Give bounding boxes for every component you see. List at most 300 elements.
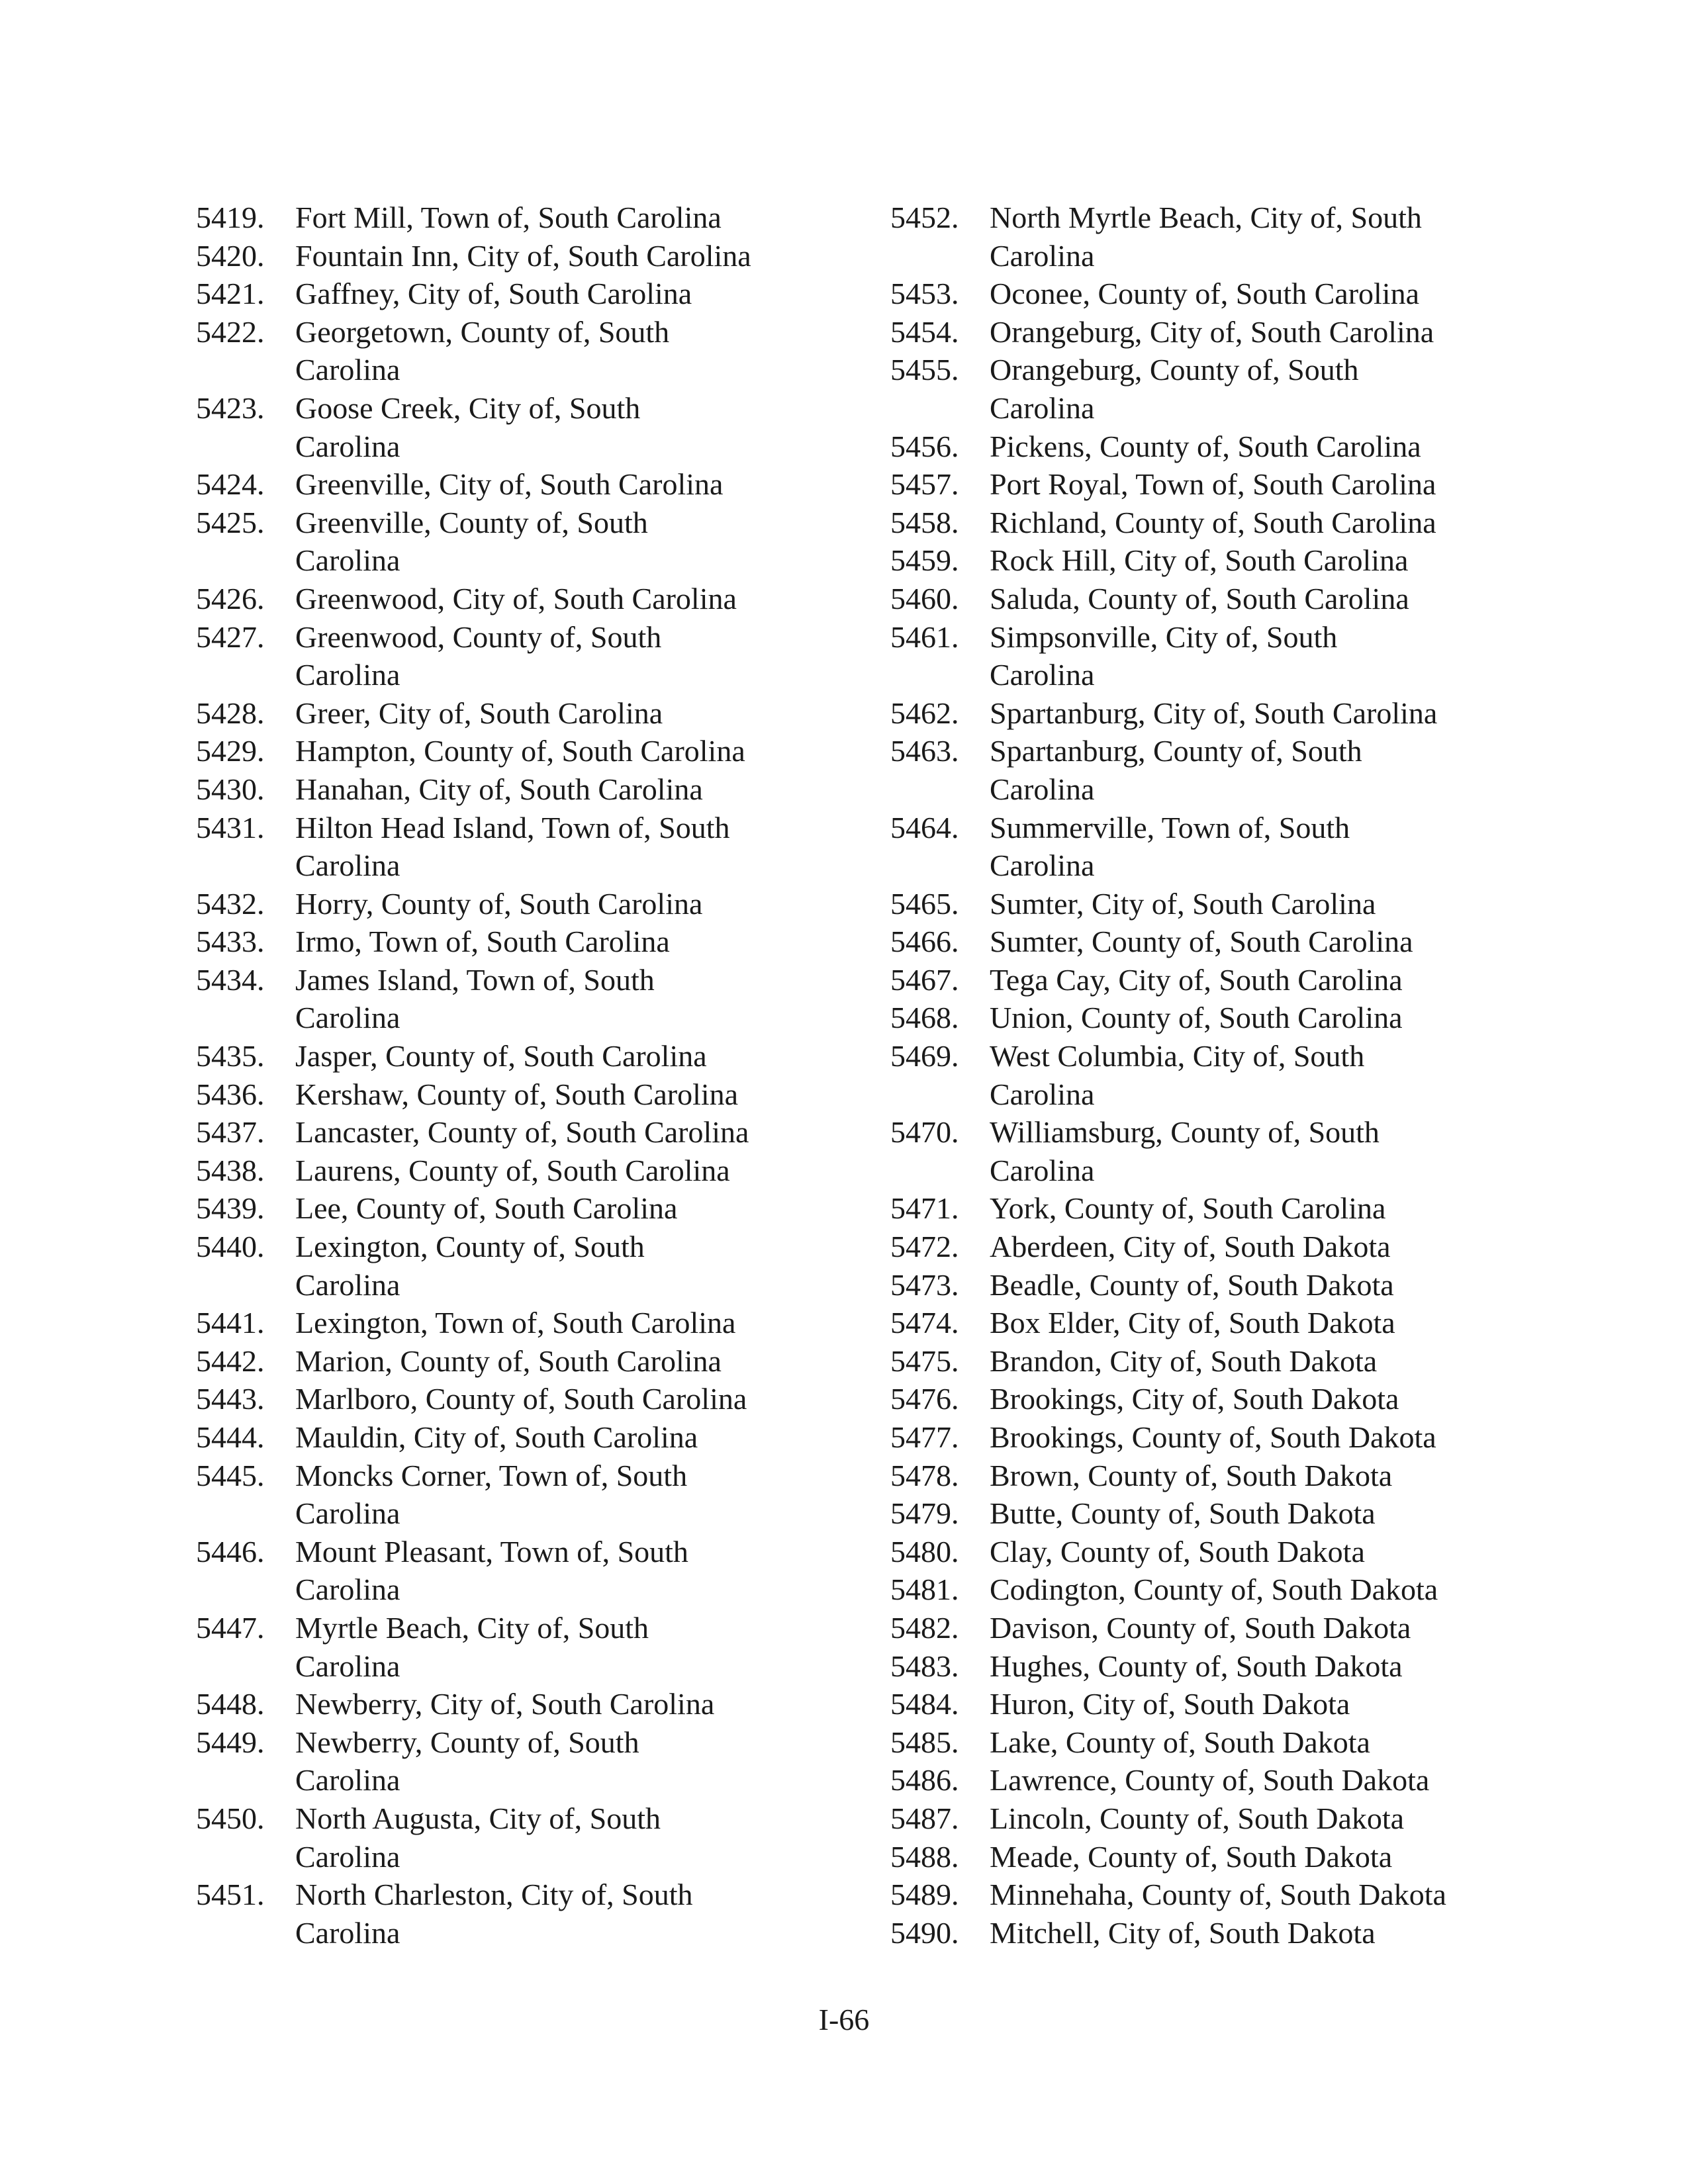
list-item — [890, 541, 1552, 580]
list-item — [890, 999, 1552, 1037]
item-name-line: Carolina — [295, 543, 400, 578]
item-number: 5438. — [196, 1153, 265, 1187]
item-name — [990, 694, 1552, 733]
item-name-line: James Island, Town of, South — [295, 962, 655, 997]
list-item — [196, 313, 858, 389]
item-name-line: Orangeburg, City of, South Carolina — [990, 314, 1434, 349]
item-name — [295, 1152, 858, 1190]
item-number: 5490. — [890, 1915, 959, 1950]
item-name — [990, 1761, 1552, 1799]
item-name-line: Irmo, Town of, South Carolina — [295, 925, 670, 959]
item-name — [990, 1799, 1552, 1838]
item-number: 5459. — [890, 543, 959, 578]
item-number: 5425. — [196, 505, 265, 539]
item-number: 5450. — [196, 1801, 265, 1835]
item-name-line: Greenville, City of, South Carolina — [295, 467, 724, 502]
item-number: 5437. — [196, 1115, 265, 1150]
item-name — [295, 1723, 858, 1799]
item-number: 5462. — [890, 696, 959, 730]
item-name — [990, 1570, 1552, 1609]
item-name — [990, 1457, 1552, 1495]
item-name-line: Beadle, County of, South Dakota — [990, 1267, 1394, 1302]
item-name — [990, 1037, 1552, 1113]
item-number: 5464. — [890, 810, 959, 844]
item-number: 5469. — [890, 1039, 959, 1073]
item-number: 5453. — [890, 277, 959, 311]
item-number: 5468. — [890, 1001, 959, 1035]
list-item — [890, 1914, 1552, 1952]
item-number: 5439. — [196, 1191, 265, 1226]
item-name — [990, 465, 1552, 504]
item-number: 5440. — [196, 1230, 265, 1264]
item-name-line: North Charleston, City of, South — [295, 1878, 693, 1912]
item-name-line: Carolina — [990, 772, 1095, 806]
item-name — [295, 1113, 858, 1152]
item-name-line: Horry, County of, South Carolina — [295, 886, 703, 921]
page-number: I-66 — [818, 2003, 870, 2036]
list-item — [196, 1418, 858, 1457]
item-name-line: Summerville, Town of, South — [990, 810, 1350, 844]
item-name-line: Hanahan, City of, South Carolina — [295, 772, 703, 806]
list-item — [890, 428, 1552, 466]
item-number: 5441. — [196, 1306, 265, 1340]
item-name-line: Orangeburg, County of, South — [990, 353, 1359, 387]
item-name-line: Goose Creek, City of, South — [295, 390, 641, 425]
item-name — [295, 389, 858, 465]
list-item — [890, 275, 1552, 313]
item-name — [990, 541, 1552, 580]
list-item — [890, 923, 1552, 961]
item-name-line: West Columbia, City of, South — [990, 1039, 1365, 1073]
item-number: 5428. — [196, 696, 265, 730]
item-number: 5430. — [196, 772, 265, 806]
list-item — [890, 885, 1552, 923]
list-item — [890, 1685, 1552, 1723]
item-name — [295, 809, 858, 885]
item-name-line: York, County of, South Carolina — [990, 1191, 1386, 1226]
item-number: 5458. — [890, 505, 959, 539]
item-number: 5429. — [196, 734, 265, 768]
item-name-line: Codington, County of, South Dakota — [990, 1572, 1438, 1607]
item-name — [990, 1266, 1552, 1304]
item-name — [990, 999, 1552, 1037]
item-name-line: Carolina — [990, 1077, 1095, 1111]
item-name — [295, 313, 858, 389]
item-name-line: Hilton Head Island, Town of, South — [295, 810, 730, 844]
item-number: 5443. — [196, 1382, 265, 1416]
list-item — [890, 1266, 1552, 1304]
list-item — [890, 1037, 1552, 1113]
list-item — [890, 351, 1552, 427]
item-number: 5424. — [196, 467, 265, 502]
item-name — [990, 1494, 1552, 1533]
list-item — [196, 275, 858, 313]
item-name-line: Newberry, City of, South Carolina — [295, 1687, 715, 1721]
list-item — [196, 1799, 858, 1876]
item-number: 5467. — [890, 962, 959, 997]
item-number: 5489. — [890, 1878, 959, 1912]
item-name — [295, 1189, 858, 1228]
list-item — [890, 809, 1552, 885]
item-name — [295, 770, 858, 809]
item-name-line: Carolina — [295, 1649, 400, 1683]
item-number: 5445. — [196, 1458, 265, 1492]
item-name-line: Carolina — [990, 390, 1095, 425]
item-number: 5442. — [196, 1343, 265, 1378]
item-name-line: Newberry, County of, South — [295, 1725, 639, 1759]
list-item — [890, 618, 1552, 694]
item-name — [990, 1647, 1552, 1686]
list-item — [196, 504, 858, 580]
item-name-line: Mitchell, City of, South Dakota — [990, 1915, 1376, 1950]
item-name-line: Jasper, County of, South Carolina — [295, 1039, 707, 1073]
item-name — [990, 961, 1552, 999]
item-name-line: Mount Pleasant, Town of, South — [295, 1534, 688, 1569]
item-name-line: Lawrence, County of, South Dakota — [990, 1763, 1430, 1797]
item-name-line: Rock Hill, City of, South Carolina — [990, 543, 1409, 578]
item-name-line: Moncks Corner, Town of, South — [295, 1458, 688, 1492]
item-name — [295, 275, 858, 313]
item-name-line: Carolina — [295, 1001, 400, 1035]
item-name-line: Tega Cay, City of, South Carolina — [990, 962, 1403, 997]
item-name-line: Georgetown, County of, South — [295, 314, 670, 349]
list-item — [890, 732, 1552, 808]
item-name-line: Mauldin, City of, South Carolina — [295, 1420, 698, 1454]
item-number: 5419. — [196, 201, 265, 234]
item-number: 5433. — [196, 925, 265, 959]
item-name — [990, 1189, 1552, 1228]
item-number: 5475. — [890, 1343, 959, 1378]
item-number: 5480. — [890, 1534, 959, 1569]
item-name — [990, 504, 1552, 542]
item-name-line: Sumter, City of, South Carolina — [990, 886, 1376, 921]
list-item — [196, 1152, 858, 1190]
item-number: 5426. — [196, 581, 265, 615]
list-item — [890, 1380, 1552, 1418]
item-name — [990, 351, 1552, 427]
item-name — [295, 504, 858, 580]
item-number: 5483. — [890, 1649, 959, 1683]
item-name-line: Lee, County of, South Carolina — [295, 1191, 678, 1226]
item-name-line: Carolina — [990, 658, 1095, 692]
list-item — [890, 465, 1552, 504]
list-item — [196, 618, 858, 694]
item-name-line: Richland, County of, South Carolina — [990, 505, 1436, 539]
item-name-line: Greenville, County of, South — [295, 505, 648, 539]
item-name-line: Carolina — [990, 238, 1095, 273]
item-name — [295, 1228, 858, 1304]
item-number: 5482. — [890, 1610, 959, 1645]
item-number: 5436. — [196, 1077, 265, 1111]
item-name — [990, 1685, 1552, 1723]
list-item — [890, 1570, 1552, 1609]
item-name — [295, 580, 858, 618]
list-item — [196, 389, 858, 465]
item-name-line: Butte, County of, South Dakota — [990, 1496, 1376, 1531]
item-number: 5486. — [890, 1763, 959, 1797]
item-number: 5479. — [890, 1496, 959, 1531]
item-name — [990, 1876, 1552, 1914]
item-name-line: Fort Mill, Town of, South Carolina — [295, 201, 722, 234]
item-name — [295, 1342, 858, 1381]
item-number: 5431. — [196, 810, 265, 844]
list-item — [196, 1037, 858, 1075]
list-item — [196, 1075, 858, 1114]
item-name-line: Brookings, City of, South Dakota — [990, 1382, 1399, 1416]
list-item — [890, 1533, 1552, 1571]
item-number: 5460. — [890, 581, 959, 615]
item-name — [295, 694, 858, 733]
item-name — [990, 275, 1552, 313]
item-name-line: Carolina — [990, 1153, 1095, 1187]
item-name — [990, 1380, 1552, 1418]
item-number: 5466. — [890, 925, 959, 959]
item-name-line: Gaffney, City of, South Carolina — [295, 277, 692, 311]
item-name-line: Hampton, County of, South Carolina — [295, 734, 745, 768]
item-number: 5456. — [890, 429, 959, 463]
item-name — [990, 923, 1552, 961]
list-item — [890, 1647, 1552, 1686]
item-name — [295, 1418, 858, 1457]
item-number: 5484. — [890, 1687, 959, 1721]
item-name-line: Simpsonville, City of, South — [990, 619, 1338, 654]
item-number: 5465. — [890, 886, 959, 921]
item-name-line: Port Royal, Town of, South Carolina — [990, 467, 1436, 502]
item-name — [990, 1342, 1552, 1381]
item-name-line: Lancaster, County of, South Carolina — [295, 1115, 749, 1150]
item-number: 5432. — [196, 886, 265, 921]
item-name — [295, 1037, 858, 1075]
item-name-line: Laurens, County of, South Carolina — [295, 1153, 730, 1187]
item-number: 5444. — [196, 1420, 265, 1454]
item-name — [295, 1609, 858, 1685]
item-name — [990, 580, 1552, 618]
item-name — [295, 732, 858, 770]
list-item — [196, 694, 858, 733]
list-item — [890, 1494, 1552, 1533]
item-number: 5421. — [196, 277, 265, 311]
item-name-line: Carolina — [295, 1267, 400, 1302]
list-item — [890, 961, 1552, 999]
item-name — [990, 428, 1552, 466]
item-name-line: Huron, City of, South Dakota — [990, 1687, 1350, 1721]
item-name-line: Spartanburg, City of, South Carolina — [990, 696, 1438, 730]
item-number: 5481. — [890, 1572, 959, 1607]
item-name-line: Carolina — [295, 658, 400, 692]
item-name — [990, 1113, 1552, 1189]
item-name-line: Carolina — [295, 1763, 400, 1797]
item-name-line: North Augusta, City of, South — [295, 1801, 661, 1835]
item-name — [295, 237, 858, 275]
item-number: 5472. — [890, 1230, 959, 1264]
item-name-line: Carolina — [990, 848, 1095, 883]
item-name — [990, 732, 1552, 808]
item-name — [295, 923, 858, 961]
item-name — [295, 465, 858, 504]
list-item — [890, 694, 1552, 733]
item-name-line: Aberdeen, City of, South Dakota — [990, 1230, 1391, 1264]
item-name-line: Union, County of, South Carolina — [990, 1001, 1403, 1035]
item-name-line: Williamsburg, County of, South — [990, 1115, 1380, 1150]
list-item — [890, 1342, 1552, 1381]
list-item — [196, 809, 858, 885]
item-number: 5434. — [196, 962, 265, 997]
item-name-line: Greenwood, County of, South — [295, 619, 662, 654]
item-name — [295, 1380, 858, 1418]
item-number: 5473. — [890, 1267, 959, 1302]
list-item — [196, 465, 858, 504]
item-number: 5452. — [890, 201, 959, 234]
list-item — [196, 1723, 858, 1799]
list-item — [196, 1457, 858, 1533]
list-item — [196, 732, 858, 770]
item-number: 5455. — [890, 353, 959, 387]
list-item — [196, 770, 858, 809]
left-column — [196, 199, 858, 1952]
item-name — [990, 199, 1552, 275]
item-number: 5471. — [890, 1191, 959, 1226]
item-name-line: Hughes, County of, South Dakota — [990, 1649, 1403, 1683]
list-item — [890, 1838, 1552, 1876]
list-item — [890, 1304, 1552, 1342]
list-item — [196, 1113, 858, 1152]
item-number: 5447. — [196, 1610, 265, 1645]
item-name — [295, 618, 858, 694]
item-name-line: Greenwood, City of, South Carolina — [295, 581, 737, 615]
item-number: 5476. — [890, 1382, 959, 1416]
item-name-line: Carolina — [295, 429, 400, 463]
list-item — [196, 1380, 858, 1418]
item-name-line: Brandon, City of, South Dakota — [990, 1343, 1378, 1378]
item-number: 5451. — [196, 1878, 265, 1912]
item-name-line: Greer, City of, South Carolina — [295, 696, 663, 730]
item-number: 5461. — [890, 619, 959, 654]
item-name-line: Fountain Inn, City of, South Carolina — [295, 238, 751, 273]
list-item — [196, 1609, 858, 1685]
list-item — [890, 1723, 1552, 1762]
item-name-line: Lexington, Town of, South Carolina — [295, 1306, 736, 1340]
item-name-line: Oconee, County of, South Carolina — [990, 277, 1420, 311]
item-name — [990, 1838, 1552, 1876]
item-name — [295, 1876, 858, 1952]
item-number: 5488. — [890, 1839, 959, 1874]
item-name-line: Clay, County of, South Dakota — [990, 1534, 1365, 1569]
item-name — [295, 961, 858, 1037]
list-item — [196, 580, 858, 618]
list-item — [196, 1685, 858, 1723]
item-name-line: Carolina — [295, 1496, 400, 1531]
item-name-line: Lake, County of, South Dakota — [990, 1725, 1370, 1759]
item-name-line: Lexington, County of, South — [295, 1230, 645, 1264]
item-name — [295, 885, 858, 923]
item-name-line: Carolina — [295, 1915, 400, 1950]
list-item — [890, 1876, 1552, 1914]
item-number: 5478. — [890, 1458, 959, 1492]
item-name-line: Marion, County of, South Carolina — [295, 1343, 722, 1378]
list-item — [890, 1799, 1552, 1838]
item-name-line: Carolina — [295, 1839, 400, 1874]
item-name-line: Saluda, County of, South Carolina — [990, 581, 1409, 615]
list-item — [196, 1304, 858, 1342]
list-item — [890, 580, 1552, 618]
list-item — [196, 961, 858, 1037]
item-name — [295, 1304, 858, 1342]
list-item — [196, 885, 858, 923]
item-name-line: Davison, County of, South Dakota — [990, 1610, 1411, 1645]
item-name-line: North Myrtle Beach, City of, South — [990, 201, 1422, 234]
item-name-line: Brown, County of, South Dakota — [990, 1458, 1393, 1492]
list-item — [890, 1189, 1552, 1228]
item-name-line: Marlboro, County of, South Carolina — [295, 1382, 747, 1416]
item-name — [990, 618, 1552, 694]
item-name — [990, 1228, 1552, 1266]
item-number: 5487. — [890, 1801, 959, 1835]
list-item — [196, 237, 858, 275]
item-name — [990, 1609, 1552, 1647]
item-name-line: Carolina — [295, 1572, 400, 1607]
item-number: 5420. — [196, 238, 265, 273]
right-column — [890, 199, 1552, 1952]
item-name-line: Kershaw, County of, South Carolina — [295, 1077, 739, 1111]
item-number: 5457. — [890, 467, 959, 502]
item-name-line: Lincoln, County of, South Dakota — [990, 1801, 1405, 1835]
item-name-line: Sumter, County of, South Carolina — [990, 925, 1413, 959]
list-item — [196, 199, 858, 237]
item-name — [990, 885, 1552, 923]
item-name — [295, 1533, 858, 1609]
item-name-line: Carolina — [295, 353, 400, 387]
item-name-line: Brookings, County of, South Dakota — [990, 1420, 1436, 1454]
list-item — [196, 1533, 858, 1609]
item-name-line: Carolina — [295, 848, 400, 883]
item-number: 5454. — [890, 314, 959, 349]
list-item — [890, 1457, 1552, 1495]
item-number: 5474. — [890, 1306, 959, 1340]
item-number: 5449. — [196, 1725, 265, 1759]
list-item — [196, 1228, 858, 1304]
item-name — [990, 1723, 1552, 1762]
item-name — [990, 313, 1552, 351]
item-name — [990, 1914, 1552, 1952]
list-item — [196, 923, 858, 961]
list-item — [890, 1609, 1552, 1647]
item-number: 5427. — [196, 619, 265, 654]
item-number: 5448. — [196, 1687, 265, 1721]
item-name-line: Minnehaha, County of, South Dakota — [990, 1878, 1446, 1912]
item-number: 5435. — [196, 1039, 265, 1073]
list-item — [890, 1761, 1552, 1799]
item-name — [990, 1304, 1552, 1342]
list-item — [890, 1228, 1552, 1266]
list-item — [890, 199, 1552, 275]
item-number: 5422. — [196, 314, 265, 349]
list-item — [196, 1189, 858, 1228]
item-number: 5485. — [890, 1725, 959, 1759]
list-item — [890, 1113, 1552, 1189]
item-number: 5463. — [890, 734, 959, 768]
item-name — [295, 1685, 858, 1723]
item-name-line: Spartanburg, County of, South — [990, 734, 1362, 768]
list-item — [196, 1342, 858, 1381]
list-item — [890, 313, 1552, 351]
item-name-line: Box Elder, City of, South Dakota — [990, 1306, 1395, 1340]
item-number: 5423. — [196, 390, 265, 425]
item-name-line: Pickens, County of, South Carolina — [990, 429, 1421, 463]
item-name-line: Meade, County of, South Dakota — [990, 1839, 1393, 1874]
item-name — [295, 1799, 858, 1876]
list-item — [890, 1418, 1552, 1457]
list-item — [890, 504, 1552, 542]
